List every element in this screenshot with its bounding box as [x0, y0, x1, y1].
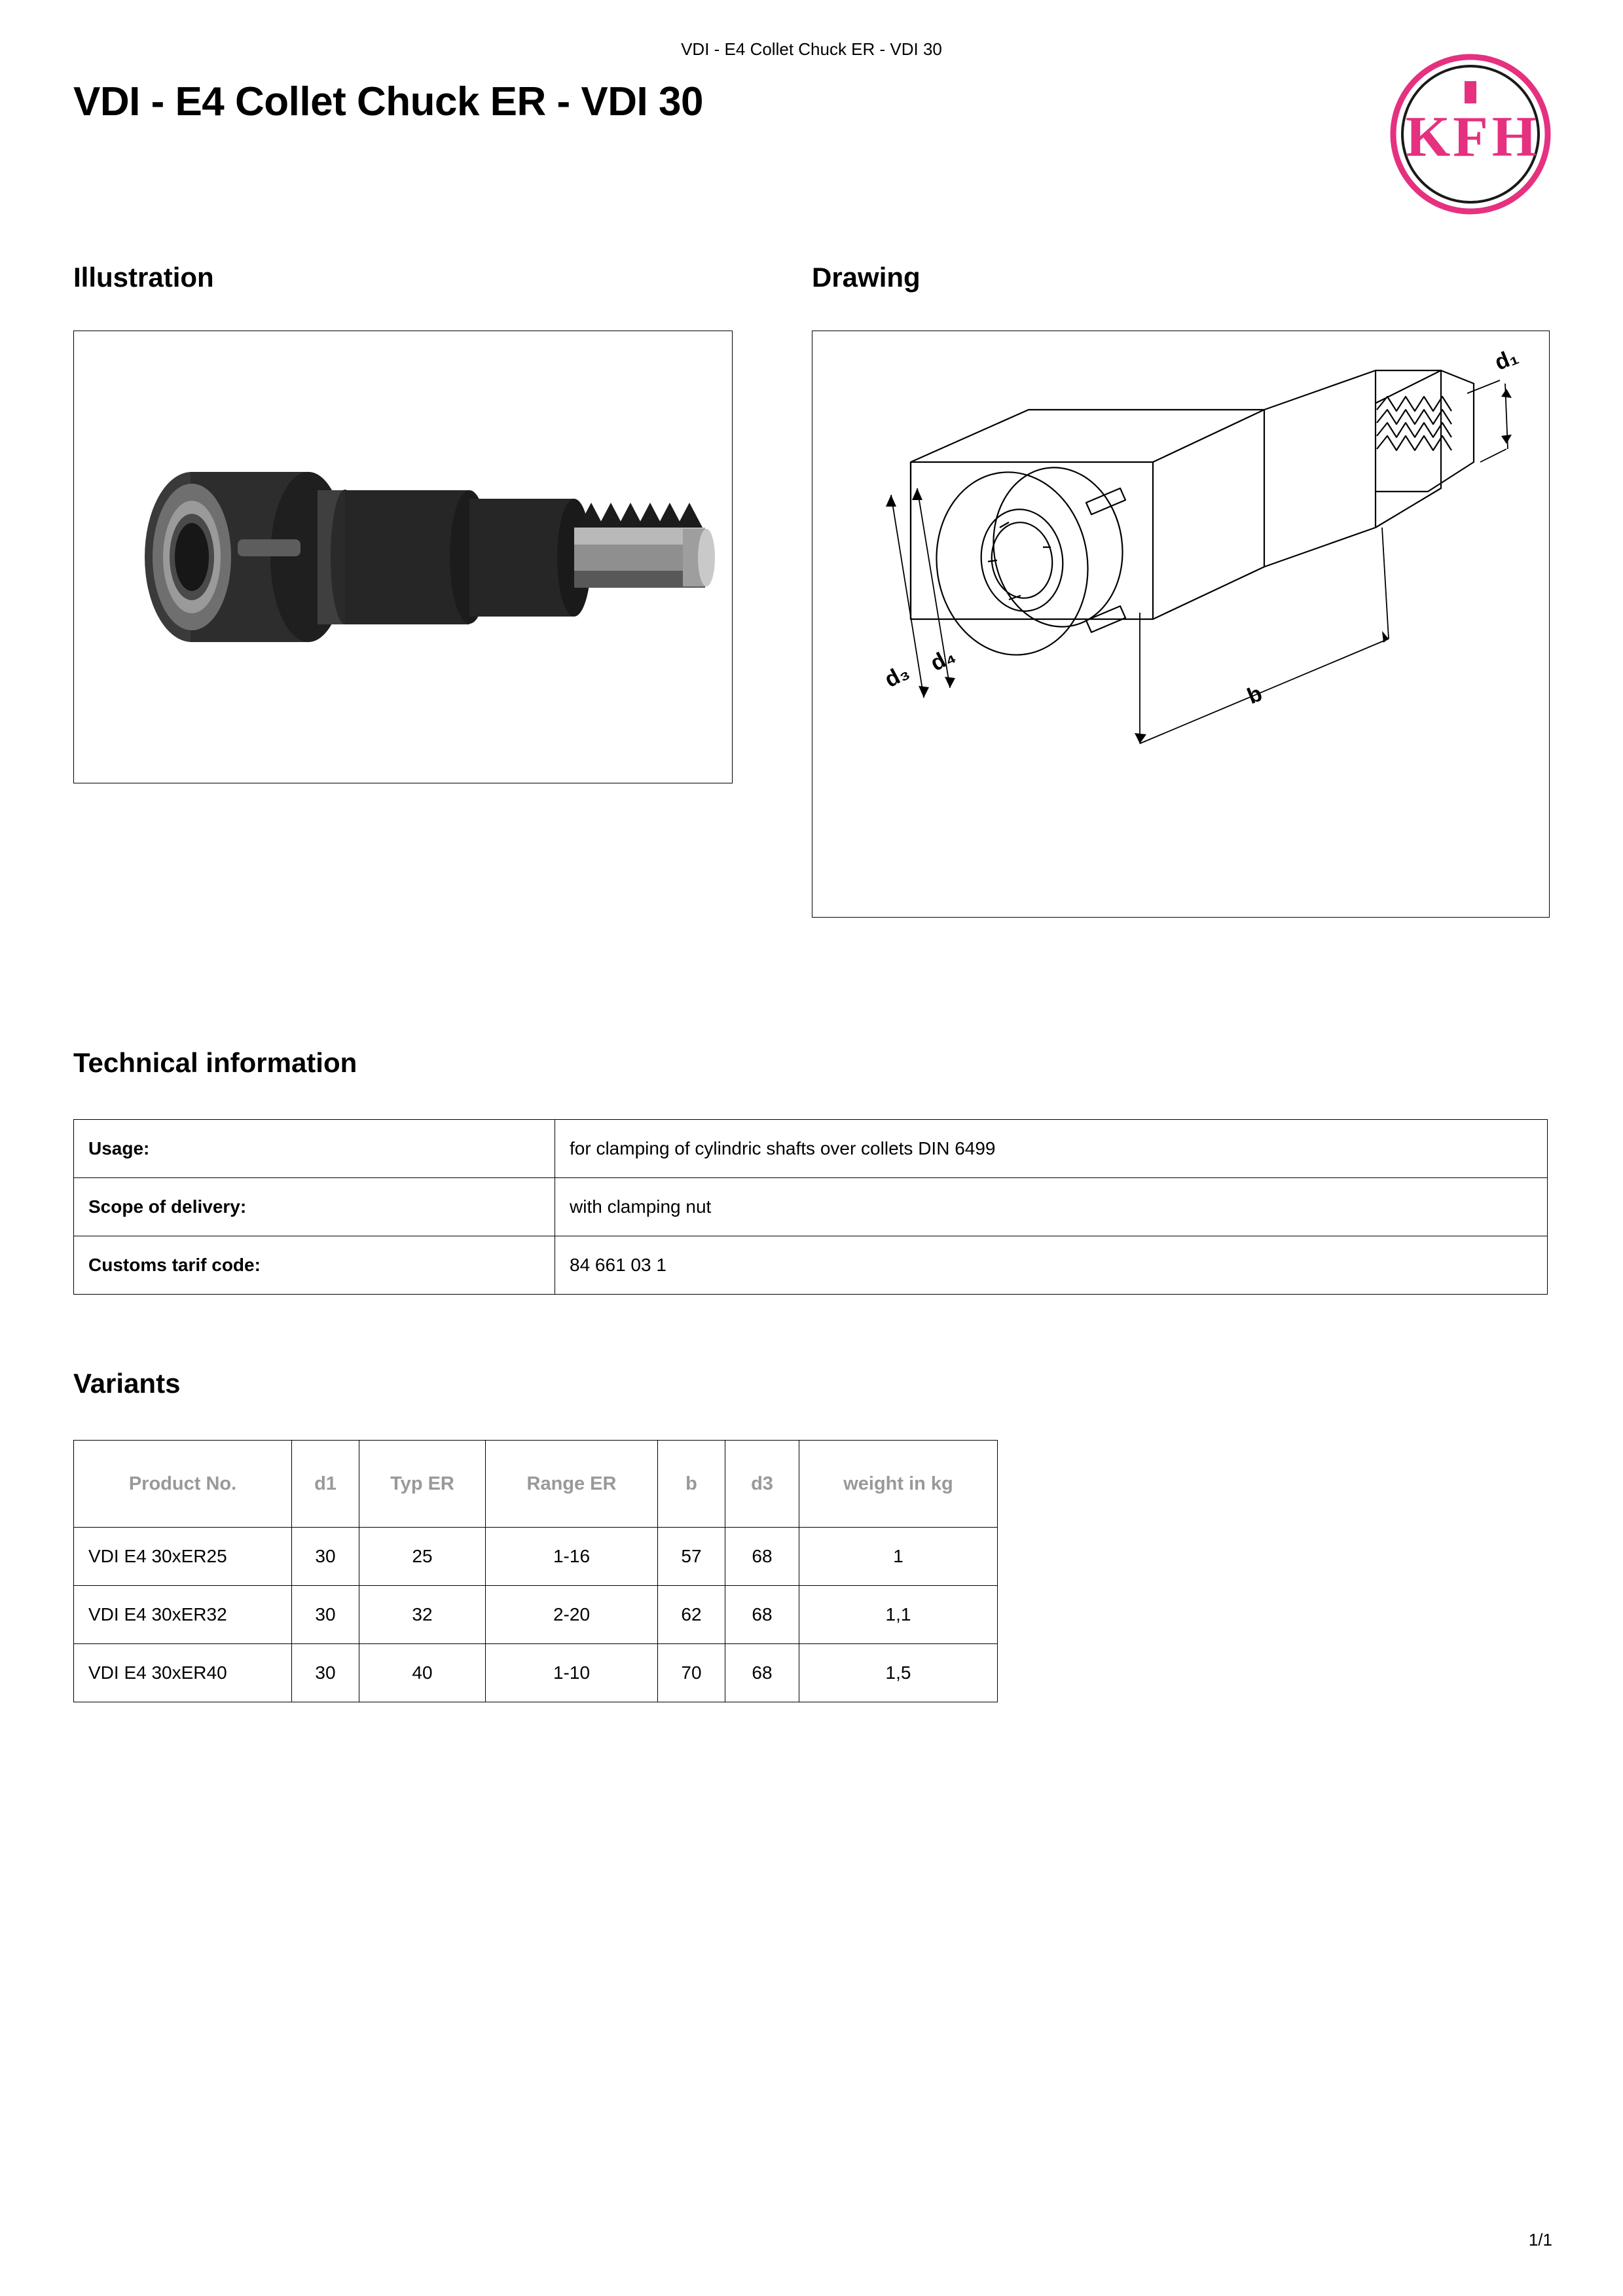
scope-of-delivery-label: Scope of delivery: [74, 1178, 555, 1236]
cell-weight: 1 [799, 1528, 998, 1586]
header-range-er: Range ER [486, 1441, 658, 1528]
usage-value: for clamping of cylindric shafts over collets DIN 6499 [555, 1120, 1548, 1178]
logo-letter-k: K [1405, 105, 1451, 169]
variants-heading: Variants [73, 1368, 181, 1399]
cell-b: 70 [658, 1644, 725, 1702]
table-row [74, 1236, 1548, 1295]
cell-weight: 1,5 [799, 1644, 998, 1702]
page-number: 1/1 [1528, 2230, 1552, 2250]
table-header-row [74, 1441, 998, 1528]
cell-d3: 68 [725, 1644, 799, 1702]
kfh-logo-svg [1389, 52, 1552, 216]
drawing-label-d3: d₃ [880, 659, 913, 693]
header-d1: d1 [292, 1441, 359, 1528]
running-header: VDI - E4 Collet Chuck ER - VDI 30 [681, 39, 942, 59]
header-b: b [658, 1441, 725, 1528]
cell-weight: 1,1 [799, 1586, 998, 1644]
technical-information-table [73, 1119, 1548, 1295]
usage-label: Usage: [74, 1120, 555, 1178]
cell-d3: 68 [725, 1528, 799, 1586]
cell-product-no: VDI E4 30xER40 [74, 1644, 292, 1702]
cell-range-er: 2-20 [486, 1586, 658, 1644]
collet-chuck-photo [74, 331, 732, 783]
page-title: VDI - E4 Collet Chuck ER - VDI 30 [73, 79, 703, 124]
header-product-no: Product No. [74, 1441, 292, 1528]
drawing-label-d4: d₄ [926, 643, 960, 677]
cell-b: 62 [658, 1586, 725, 1644]
table-row [74, 1178, 1548, 1236]
drawing-label-d1: d₁ [1491, 344, 1522, 376]
scope-of-delivery-value: with clamping nut [555, 1178, 1548, 1236]
table-row [74, 1528, 998, 1586]
cell-product-no: VDI E4 30xER32 [74, 1586, 292, 1644]
drawing-label-b: b [1243, 681, 1266, 709]
drawing-image [812, 331, 1550, 918]
kfh-logo [1389, 52, 1552, 216]
illustration-heading: Illustration [73, 262, 214, 293]
cell-b: 57 [658, 1528, 725, 1586]
cell-range-er: 1-10 [486, 1644, 658, 1702]
customs-tarif-code-label: Customs tarif code: [74, 1236, 555, 1295]
cell-d3: 68 [725, 1586, 799, 1644]
cell-typ-er: 25 [359, 1528, 486, 1586]
cell-range-er: 1-16 [486, 1528, 658, 1586]
variants-table [73, 1440, 998, 1702]
table-row [74, 1120, 1548, 1178]
cell-d1: 30 [292, 1586, 359, 1644]
table-row [74, 1586, 998, 1644]
logo-letter-h: H [1491, 105, 1537, 169]
cell-typ-er: 40 [359, 1644, 486, 1702]
header-d3: d3 [725, 1441, 799, 1528]
table-row [74, 1644, 998, 1702]
cell-d1: 30 [292, 1528, 359, 1586]
header-typ-er: Typ ER [359, 1441, 486, 1528]
technical-drawing [812, 331, 1549, 917]
customs-tarif-code-value: 84 661 03 1 [555, 1236, 1548, 1295]
illustration-image [73, 331, 733, 783]
cell-typ-er: 32 [359, 1586, 486, 1644]
header-weight: weight in kg [799, 1441, 998, 1528]
cell-d1: 30 [292, 1644, 359, 1702]
drawing-heading: Drawing [812, 262, 921, 293]
logo-letter-f: F [1453, 105, 1488, 169]
technical-information-heading: Technical information [73, 1047, 357, 1078]
cell-product-no: VDI E4 30xER25 [74, 1528, 292, 1586]
